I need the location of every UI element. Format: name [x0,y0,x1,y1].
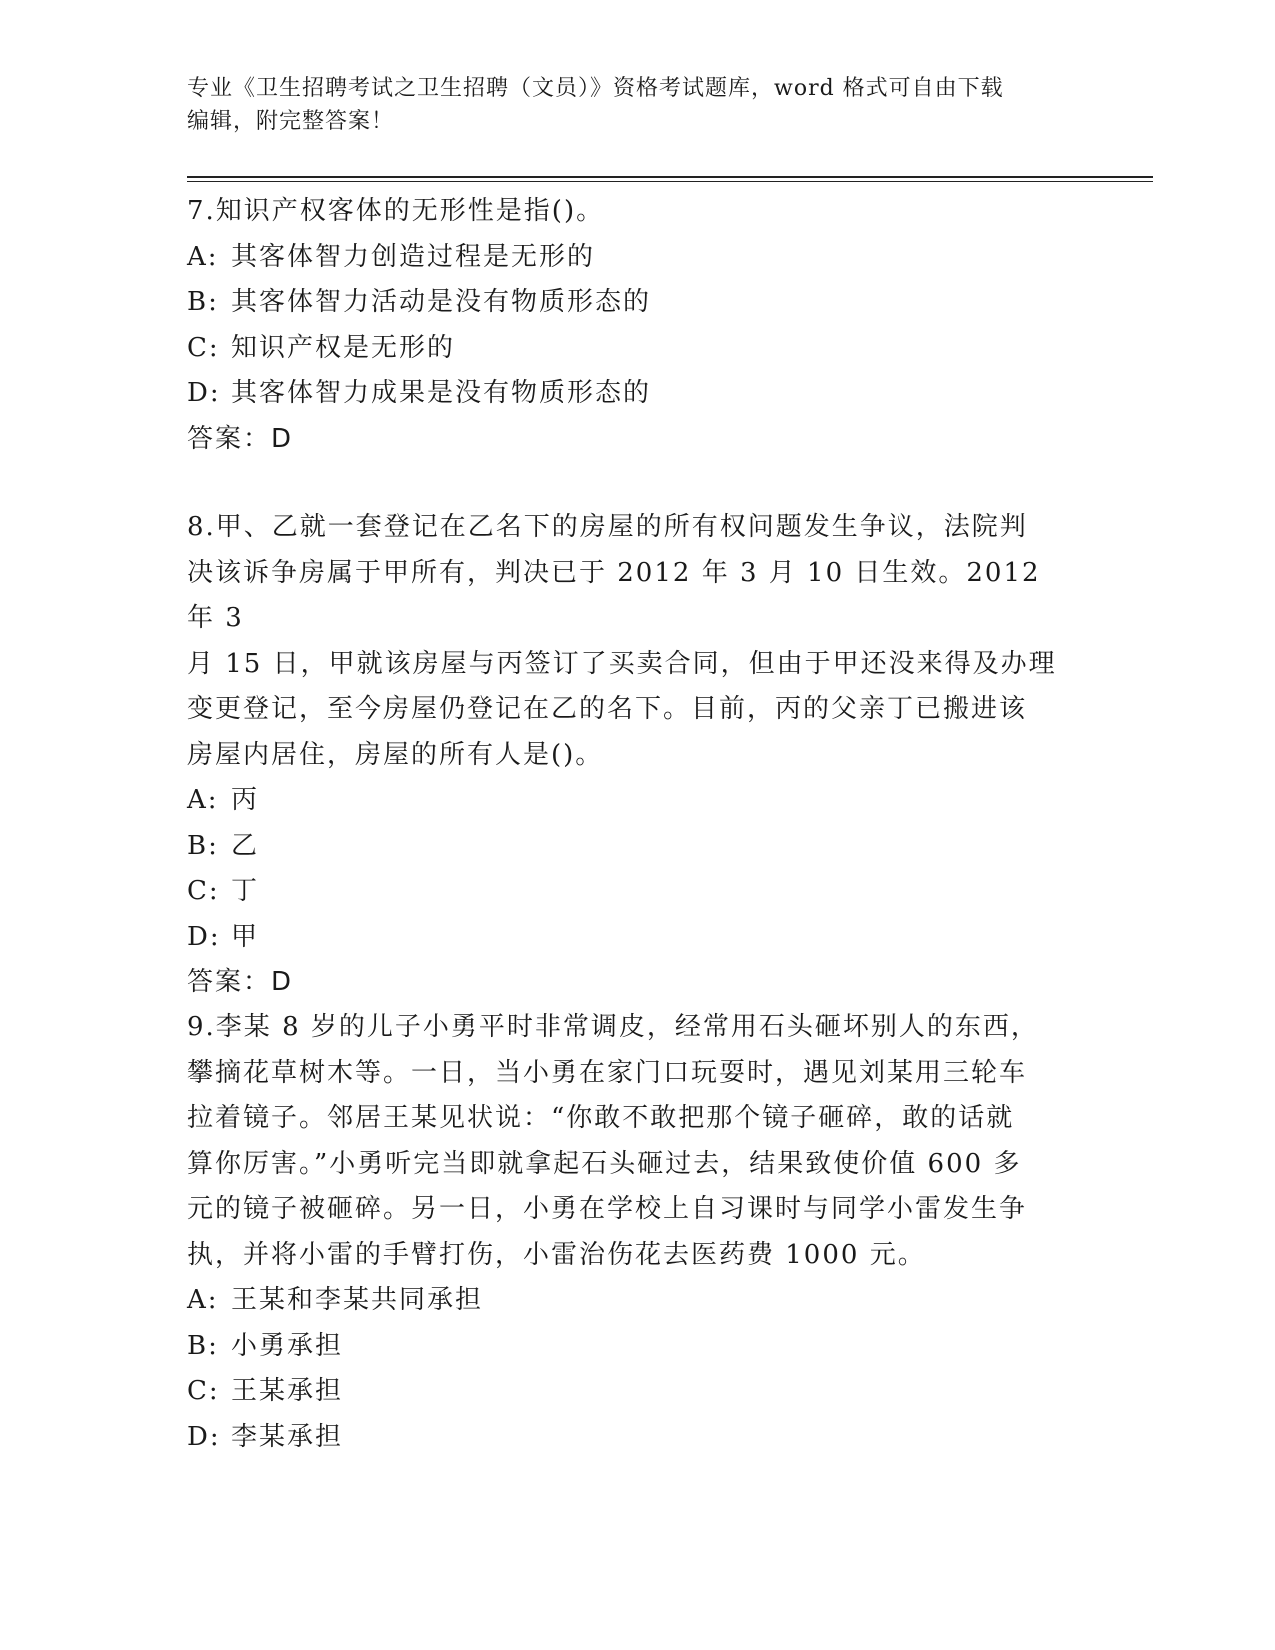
option-letter: B: [187,830,219,861]
stem-line: 决该诉争房属于甲所有，判决已于 2012 年 3 月 10 日生效。2012 年 3 [187,557,1041,633]
header-line-2: 编辑，附完整答案！ [187,109,395,134]
question-7 [187,189,1067,462]
stem-line: 执，并将小雷的手臂打伤，小雷治伤花去医药费 1000 元。 [187,1239,926,1270]
option-letter: A: [187,1285,219,1315]
option-letter: D: [187,921,221,952]
option-text: 乙 [231,830,260,861]
header-line-1: 专业《卫生招聘考试之卫生招聘（文员）》资格考试题库，word 格式可自由下载 [187,76,1004,101]
option-text: 小勇承担 [231,1330,344,1361]
stem-line: 8.甲、乙就一套登记在乙名下的房屋的所有权问题发生争议，法院判 [187,512,1028,542]
option-text: 丁 [231,876,260,906]
option-text: 其客体智力活动是没有物质形态的 [231,287,652,317]
option-letter: C: [187,1376,220,1406]
option-text: 丙 [231,785,260,815]
stem-line: 元的镜子被砸碎。另一日，小勇在学校上自习课时与同学小雷发生争 [187,1194,1028,1224]
header-divider-thick [187,176,1153,178]
option-text: 李某承担 [231,1421,344,1452]
option-letter: B: [187,1330,219,1361]
stem-line: 房屋内居住，房屋的所有人是()。 [187,739,604,770]
question-stem [187,189,1067,235]
option-c [187,326,1067,372]
option-d [187,371,1067,417]
option-text: 知识产权是无形的 [231,332,456,363]
stem-line: 9.李某 8 岁的儿子小勇平时非常调皮，经常用石头砸坏别人的东西， [187,1012,1039,1042]
option-a [187,1278,1067,1324]
option-letter: C: [187,332,220,363]
option-text: 王某承担 [231,1376,344,1406]
option-text: 其客体智力创造过程是无形的 [231,241,596,272]
option-a [187,778,1067,824]
option-text: 甲 [231,921,260,952]
stem-line: 变更登记，至今房屋仍登记在乙的名下。目前，丙的父亲丁已搬进该 [187,694,1028,724]
option-text: 其客体智力成果是没有物质形态的 [231,378,652,408]
option-b [187,824,1067,870]
option-letter: D: [187,378,221,408]
option-letter: D: [187,1421,221,1452]
stem-line: 算你厉害。”小勇听完当即就拿起石头砸过去，结果致使价值 600 多 [187,1148,1022,1179]
document-header [187,72,1067,138]
option-c [187,869,1067,915]
option-letter: C: [187,876,220,906]
option-b [187,280,1067,326]
question-8 [187,505,1067,1006]
stem-line: 7.知识产权客体的无形性是指()。 [187,196,605,226]
option-d [187,1415,1067,1461]
question-9 [187,1005,1067,1460]
option-letter: B: [187,287,219,317]
stem-line: 攀摘花草树木等。一日，当小勇在家门口玩耍时，遇见刘某用三轮车 [187,1057,1028,1088]
stem-line: 拉着镜子。邻居王某见状说：“你敢不敢把那个镜子砸碎，敢的话就 [187,1103,1015,1133]
stem-line: 月 15 日，甲就该房屋与丙签订了买卖合同，但由于甲还没来得及办理 [187,648,1057,679]
option-a [187,235,1067,281]
header-divider-thin [187,181,1153,182]
option-d [187,915,1067,961]
answer: 答案：D [187,967,294,997]
question-stem [187,1005,1067,1278]
option-b [187,1324,1067,1370]
question-stem [187,505,1067,778]
option-letter: A: [187,241,219,272]
option-c [187,1369,1067,1415]
option-text: 王某和李某共同承担 [231,1285,484,1315]
answer: 答案：D [187,423,294,454]
option-letter: A: [187,785,219,815]
